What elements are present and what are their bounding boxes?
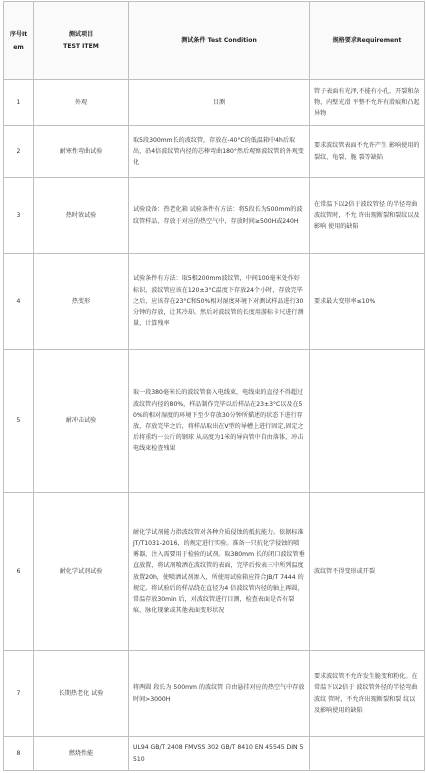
row-no: 8 [4,737,34,771]
header-requirement: 规格要求Requirement [310,2,425,80]
row-requirement: 在常温下以2倍于波纹管径 的半径弯曲波纹管时，不允 许出现断裂和裂纹以及影响 使用的缺陷 [310,178,425,254]
row-no: 2 [4,126,34,178]
row-no: 3 [4,178,34,254]
row-condition: 取5段300mm长的波纹管，存放在-40°C的低温箱中4h后取出，沿4倍波纹管内径的芯棒弯曲180°然后观察波纹管的外观变化 [129,126,310,178]
row-requirement: 要求波纹管不允许发生脆变和粉化。在常温下以2倍于 波纹管外径的半径弯曲波纹 管时，不允许出现断裂和裂 纹以及影响使用的缺陷 [310,651,425,737]
row-condition: 目测 [129,80,310,126]
header-no: 序号Item [4,2,34,80]
row-requirement [310,737,425,771]
table-row [4,254,425,350]
header-condition: 测试条件 Test Condition [129,2,310,80]
row-item: 耐寒性弯曲试验 [34,126,129,178]
table-row [4,350,425,493]
table-row [4,493,425,651]
table-row [4,80,425,126]
header-row [4,2,425,80]
row-condition: 将两圆 段长为 500mm 的波纹管 自由悬挂对应的热空气中存放时间>3000H [129,651,310,737]
table-row [4,651,425,737]
row-condition: 取一段380毫米长的波纹管套入电线束，电线束的直径不得超过波纹管内径的80%，样品制作完毕以后样品在23±3°C以及在50%的相对湿度的环境下至少存放30分钟所描述的状态下进行存放，存放完毕之后，将样品取出在V型的导槽上进行固定,固定之后将重约一公斤的钢球 从高度为1米的导向管中自由落体，冲击电线束检查残果 [129,350,310,493]
row-condition: 试验设备：热老化箱 试验条件有方法：将5段长为500mm的波纹管样品，存放于对应的热空气中，存放时间≥500H或240H [129,178,310,254]
row-requirement: 波纹管不得变形或开裂 [310,493,425,651]
row-requirement: 要求波纹管表面不允许产生 影响使用的裂纹、龟裂、脆 裂等缺陷 [310,126,425,178]
row-condition: UL94 GB/T 2408 FMVSS 302 GB/T 8410 EN 45545 DIN 5510 [129,737,310,771]
row-no: 5 [4,350,34,493]
header-item-en: TEST ITEM [63,42,99,50]
row-item: 外观 [34,80,129,126]
row-no: 1 [4,80,34,126]
row-requirement: 要求最大变形率≤10% [310,254,425,350]
row-requirement [310,350,425,493]
row-item: 燃烧性能 [34,737,129,771]
row-requirement: 管子表面有光泽,不能有小孔、开裂和杂物，内壁光滑 平整不允许有滑痕和凸起异物 [310,80,425,126]
row-no: 7 [4,651,34,737]
header-item [34,2,129,80]
row-condition: 耐化学试剂能力指波纹管对各种介质侵蚀的抵抗能力。依据标准JT/T1031-2016，的规定进行实验。准备一只抗化学侵蚀的喷雾器，注入需要用于检验的试剂。取380mm 长的闭口波纹管垂直放置，将试剂喷洒在波纹管的表面，完毕后按表三中所列温度放置20h，使喷洒试剂渗入，所使用试验箱应符合JB/T 7444 的规定。将试验后的样品绕在直径为4 倍波纹管内径的轴上再圆，常温存放30min 后，对波纹管进行目测，检查表面是否有裂痕、脉化现象或其他表面变形状况 [129,493,310,651]
row-item: 耐化学试剂试验 [34,493,129,651]
test-spec-table [3,1,425,771]
row-no: 6 [4,493,34,651]
row-no: 4 [4,254,34,350]
table-row [4,737,425,771]
table-row [4,178,425,254]
header-item-cn: 测试项目 [68,31,94,39]
row-item: 耐冲击试验 [34,350,129,493]
row-item: 热变形 [34,254,129,350]
row-item: 热时效试验 [34,178,129,254]
table-row [4,126,425,178]
row-condition: 试验条件有方法：取5根200mm波纹管，中间100毫米处作好标识，波纹管应该在120±3°C温度下存放24个小时，存放完毕之后，应该存在23°C和50%相对湿度环境下对测试样品进行30分钟的存放，让其冷却。然后对波纹管的长度用游标卡尺进行测量，计算残率 [129,254,310,350]
row-item: 长期热老化 试验 [34,651,129,737]
